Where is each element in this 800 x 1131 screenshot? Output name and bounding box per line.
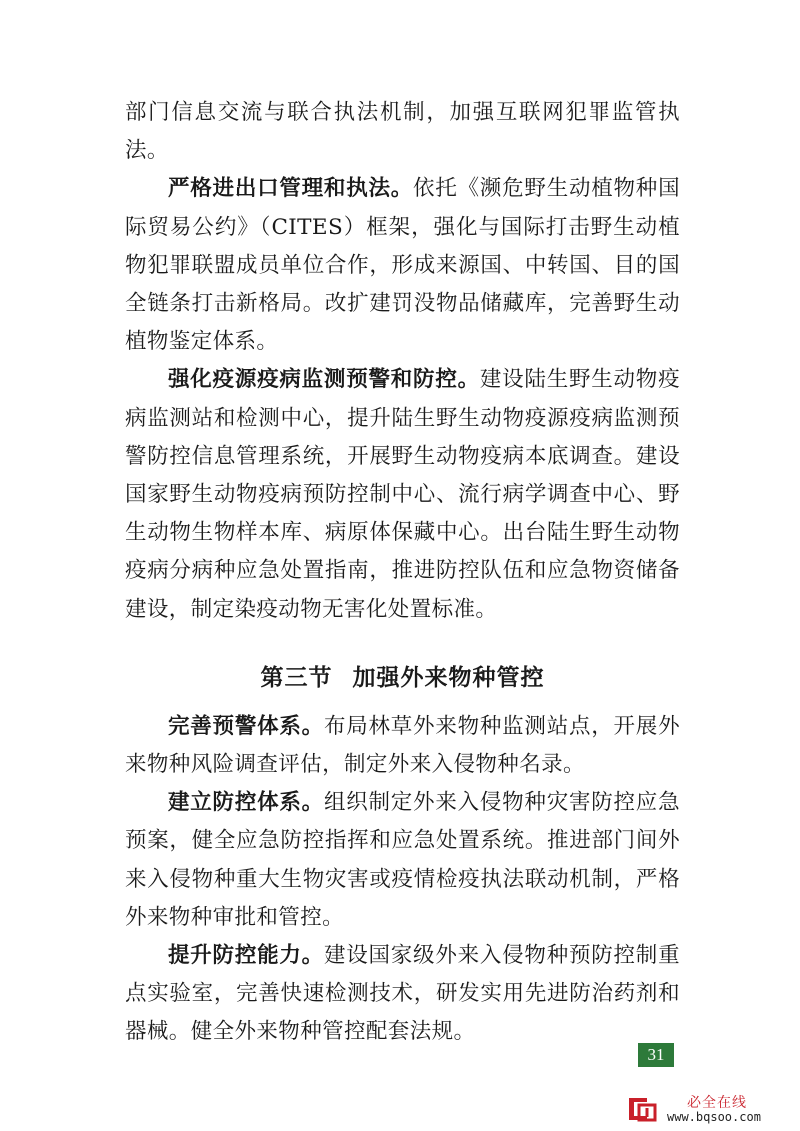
paragraph-0 [125,94,680,170]
paragraph-text: 布局林草外来物种监测站点，开展外来物种风险调查评估，制定外来入侵物种名录。 [125,713,680,778]
watermark-name: 必全在线 [687,1095,747,1111]
page-number-badge: 31 [638,1043,674,1067]
paragraph-text: 建设国家级外来入侵物种预防控制重点实验室，完善快速检测技术，研发实用先进防治药剂和器械。健全外来物种管控配套法规。 [125,943,680,1045]
paragraph-3 [125,708,680,784]
document-body [125,94,680,1052]
paragraph-5 [125,937,680,1052]
section-number: 第三节 [260,664,333,691]
paragraph-lead: 完善预警体系。 [168,713,324,739]
paragraph-lead: 提升防控能力。 [168,943,324,969]
section-heading [125,659,680,692]
paragraph-text: 组织制定外来入侵物种灾害防控应急预案，健全应急防控指挥和应急处置系统。推进部门间外来入侵物种重大生物灾害或疫情检疫执法联动机制，严格外来物种审批和管控。 [125,790,680,930]
paragraph-lead: 强化疫源疫病监测预警和防控。 [168,367,480,393]
paragraph-text: 建设陆生野生动物疫病监测站和检测中心，提升陆生野生动物疫源疫病监测预警防控信息管理系统，开展野生动物疫病本底调查。建设国家野生动物疫病预防控制中心、流行病学调查中心、野生动物生物样本库、病原体保藏中心。出台陆生野生动物疫病分病种应急处置指南，推进防控队伍和应急物资储备建设，制定染疫动物无害化处置标准。 [125,367,680,622]
watermark-url[interactable]: www.bqsoo.com [667,1110,761,1124]
site-watermark[interactable] [625,1090,795,1128]
paragraph-lead: 建立防控体系。 [168,790,324,816]
paragraph-text: 依托《濒危野生动植物种国际贸易公约》（CITES）框架，强化与国际打击野生动植物犯罪联盟成员单位合作，形成来源国、中转国、目的国全链条打击新格局。改扩建罚没物品储藏库，完善野生动植物鉴定体系。 [125,176,680,355]
paragraph-2 [125,361,680,628]
paragraph-lead: 严格进出口管理和执法。 [168,176,414,202]
paragraph-text: 部门信息交流与联合执法机制，加强互联网犯罪监管执法。 [125,100,680,164]
bqsoo-logo-icon [625,1094,659,1124]
section-title: 加强外来物种管控 [352,664,545,691]
paragraph-1 [125,170,680,361]
paragraph-4 [125,784,680,937]
